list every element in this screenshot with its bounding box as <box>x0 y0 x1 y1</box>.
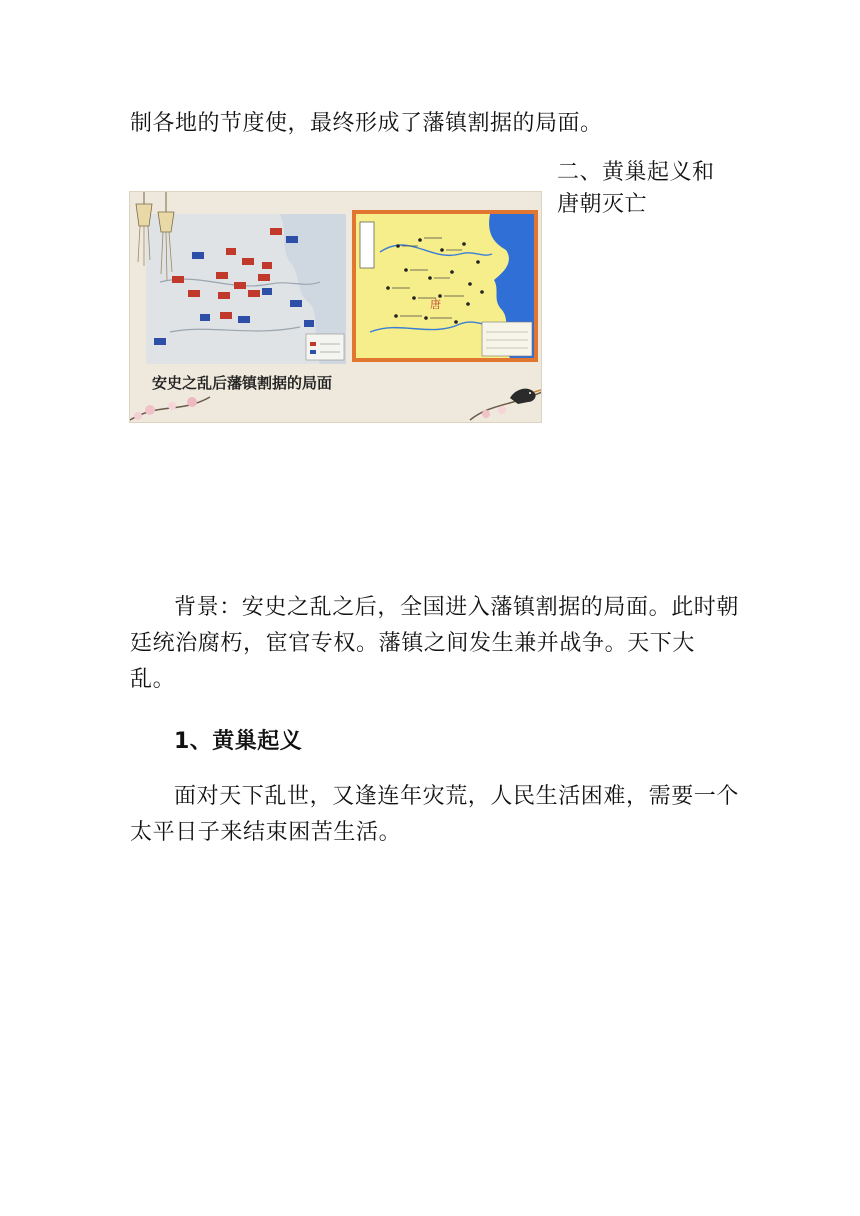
region-marker <box>258 274 270 281</box>
body-paragraph: 面对天下乱世，又逢连年灾荒，人民生活困难，需要一个太平日子来结束困苦生活。 <box>130 784 740 845</box>
region-marker <box>286 236 298 243</box>
region-marker <box>248 290 260 297</box>
map-figure-svg <box>130 192 542 423</box>
background-paragraph: 背景：安史之乱之后，全国进入藩镇割据的局面。此时朝廷统治腐朽，宦官专权。藩镇之间发生兼并战争。天下大乱。 <box>130 595 740 692</box>
region-marker <box>270 228 282 235</box>
text-line-top: 制各地的节度使，最终形成了藩镇割据的局面。 <box>130 111 603 136</box>
region-marker <box>242 258 254 265</box>
region-marker <box>220 312 232 319</box>
region-marker <box>200 314 210 321</box>
figure-caption: 安史之乱后藩镇割据的局面 <box>152 374 333 392</box>
section-heading-line1: 二、黄巢起义和 <box>557 160 715 185</box>
region-marker <box>290 300 302 307</box>
region-marker <box>188 290 200 297</box>
subheading: 1、黄巢起义 <box>174 729 303 754</box>
right-map-legend <box>482 322 532 356</box>
legend-swatch <box>310 350 316 354</box>
left-map-legend <box>306 334 344 360</box>
region-marker <box>218 292 230 299</box>
region-marker <box>262 288 272 295</box>
region-marker <box>192 252 204 259</box>
region-marker <box>216 272 228 279</box>
right-map-center-label: 唐 <box>430 298 441 311</box>
region-marker <box>304 320 314 327</box>
region-marker <box>154 338 166 345</box>
region-marker <box>238 316 250 323</box>
region-marker <box>226 248 236 255</box>
right-map <box>352 210 538 362</box>
section-heading-line2: 唐朝灭亡 <box>557 192 648 217</box>
left-map <box>146 214 346 364</box>
region-marker <box>234 282 246 289</box>
region-marker <box>172 276 184 283</box>
right-map-title-box <box>360 222 374 268</box>
map-figure <box>129 191 542 423</box>
legend-swatch <box>310 342 316 346</box>
region-marker <box>262 262 272 269</box>
